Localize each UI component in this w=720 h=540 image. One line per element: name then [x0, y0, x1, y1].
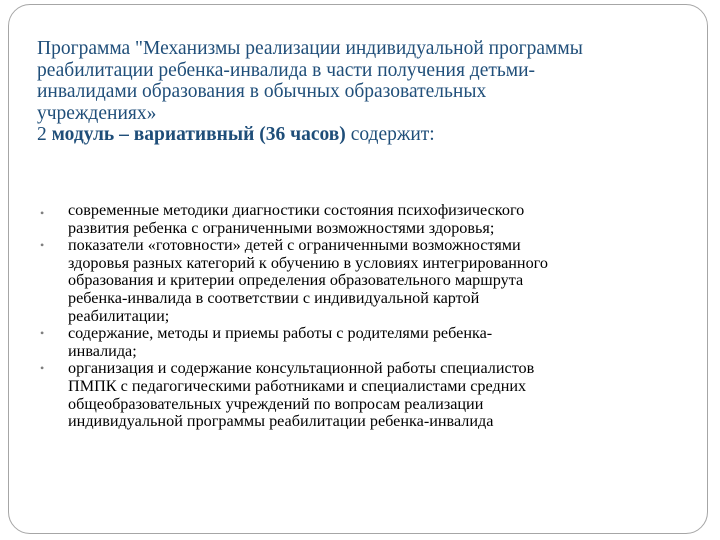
- module-name: модуль – вариативный (36 часов): [51, 124, 346, 145]
- list-item-line: общеобразовательных учреждений по вопросам реализации: [68, 394, 484, 413]
- bullet-icon: •: [40, 238, 45, 253]
- bullet-icon: •: [40, 326, 45, 341]
- list-item-line: инвалида;: [68, 341, 137, 360]
- list-item-line: здоровья разных категорий к обучению в условиях интегрированного: [68, 253, 549, 272]
- list-item-line: развития ребенка с ограниченными возможностями здоровья;: [68, 218, 495, 237]
- bullet-icon: •: [40, 361, 45, 376]
- bullet-icon: •: [40, 206, 45, 220]
- list-item-line: индивидуальной программы реабилитации ребенка-инвалида: [68, 412, 494, 431]
- list-item-line: современные методики диагностики состояния психофизического: [68, 201, 525, 219]
- list-item-line: ПМПК с педагогическими работниками и специалистами средних: [68, 376, 527, 395]
- list-item-line: содержание, методы и приемы работы с родителями ребенка-: [68, 324, 493, 343]
- list-item: [40, 237, 680, 325]
- list-item-line: показатели «готовности» детей с ограниченными возможностями: [68, 236, 521, 255]
- module-heading: [37, 124, 677, 146]
- module-number: 2: [37, 124, 47, 145]
- list-item-line: реабилитации;: [68, 306, 170, 325]
- title-line: Программа "Механизмы реализации индивидуальной программы: [37, 38, 583, 59]
- content-list: [40, 202, 680, 431]
- title-line: учреждениях»: [37, 102, 157, 124]
- list-item: [40, 202, 680, 237]
- title-line: инвалидами образования в обычных образовательных: [37, 81, 487, 102]
- list-item: [40, 325, 680, 360]
- list-item: [40, 360, 680, 430]
- list-item-line: образования и критерии определения образовательного маршрута: [68, 271, 524, 290]
- list-item-line: организация и содержание консультационной работы специалистов: [68, 359, 535, 378]
- list-item-line: ребенка-инвалида в соответствии с индивидуальной картой: [68, 288, 480, 307]
- title-line: реабилитации ребенка-инвалида в части получения детьми-: [37, 59, 536, 81]
- module-tail: содержит:: [350, 124, 435, 145]
- slide-title: [37, 38, 677, 146]
